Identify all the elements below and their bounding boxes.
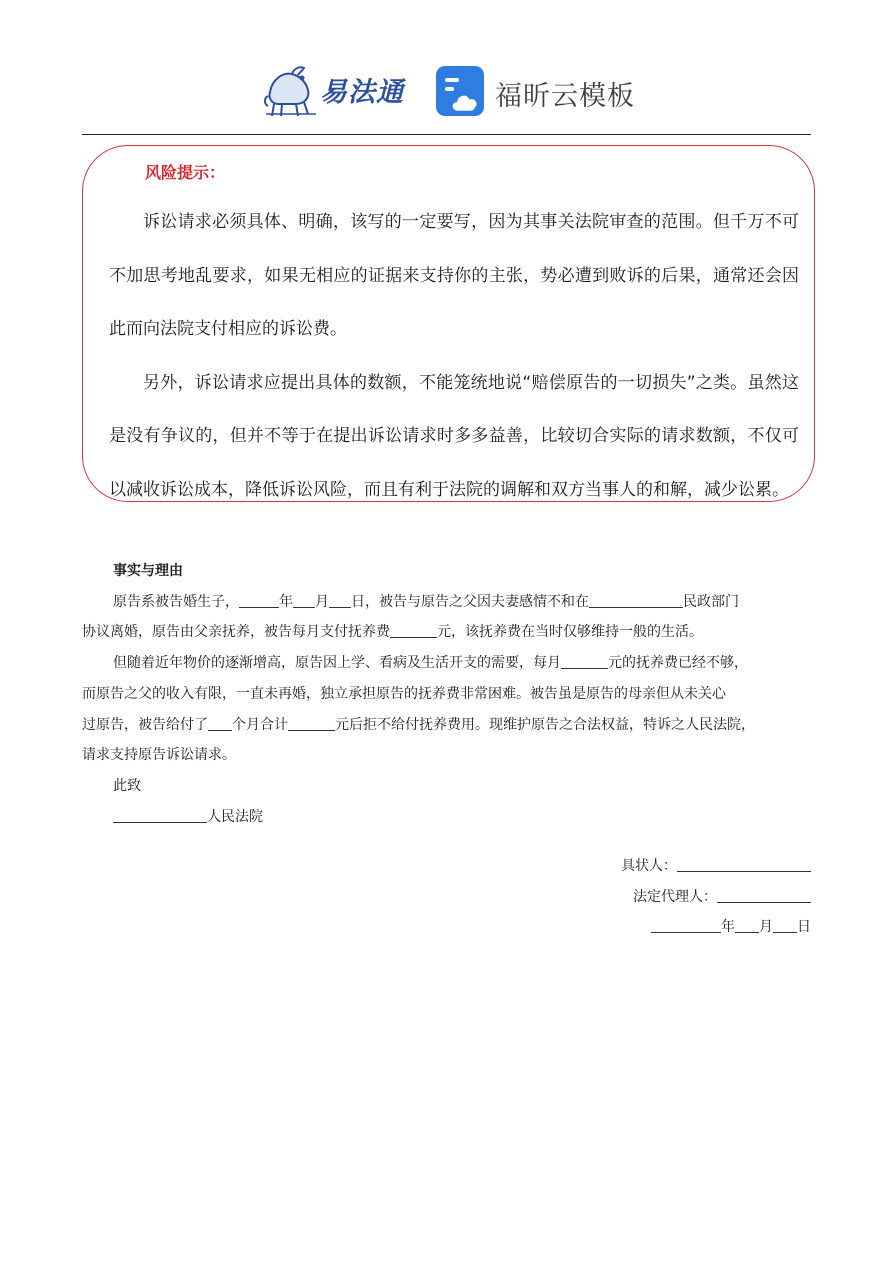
agent-line <box>621 882 811 913</box>
qilin-icon <box>262 62 322 118</box>
foxit-cloud-template-text: 福昕云模板 <box>495 81 635 112</box>
legal-agent-blank[interactable] <box>717 886 811 903</box>
page-header <box>0 0 893 136</box>
text-run: 年 <box>721 919 735 936</box>
closing-salutation: 此致 <box>113 777 141 794</box>
text-run: 元后拒不给付抚养费用。现维护原告之合法权益，特诉之人民法院， <box>335 716 755 733</box>
text-run: 协议离婚，原告由父亲抚养，被告每月支付抚养费 <box>82 624 390 641</box>
facts-and-reasons-heading: 事实与理由 <box>113 563 183 579</box>
signature-block <box>621 851 811 943</box>
body-paragraph-1-cont <box>82 617 822 648</box>
date-line <box>621 912 811 943</box>
text-run: 原告系被告婚生子， <box>113 593 239 610</box>
body-paragraph-2-line3 <box>82 710 822 741</box>
date-month-blank[interactable] <box>735 916 759 933</box>
month-blank[interactable] <box>293 591 315 608</box>
plaintiff-label: 具状人： <box>621 858 677 874</box>
legal-agent-label: 法定代理人： <box>633 888 717 905</box>
text-run: 但随着近年物价的逐渐增高，原告因上学、看病及生活开支的需要，每月 <box>113 655 561 672</box>
risk-title: 风险提示： <box>145 163 226 182</box>
text-run: 月 <box>315 593 329 610</box>
text-run: 元的抚养费已经不够， <box>608 655 748 672</box>
body-paragraph-2-line4: 请求支持原告诉讼请求。 <box>82 747 236 764</box>
body-paragraph-1 <box>82 587 822 618</box>
date-day-blank[interactable] <box>773 916 797 933</box>
court-line <box>82 802 822 833</box>
yifatong-logo <box>262 62 412 118</box>
text-run: 元，该抚养费在当时仅够维持一般的生活。 <box>437 624 703 641</box>
court-name-blank[interactable] <box>113 806 207 823</box>
text-run: 月 <box>759 919 773 936</box>
text-run: 个月合计 <box>232 716 288 733</box>
date-year-blank[interactable] <box>651 916 721 933</box>
body-paragraph-2-line2: 而原告之父的收入有限，一直未再婚，独立承担原告的抚养费非常困难。被告虽是原告的母亲但从未关心 <box>82 685 726 702</box>
text-run: 人民法院 <box>207 808 263 825</box>
day-blank[interactable] <box>329 591 351 608</box>
total-amount-blank[interactable] <box>288 714 335 731</box>
risk-paragraph-2: 另外，诉讼请求应提出具体的数额，不能笼统地说“赔偿原告的一切损失”之类。虽然这是没有争议的，但并不等于在提出诉讼请求时多多益善，比较切合实际的请求数额，不仅可以减收诉讼成本，降低诉讼风险，而且有利于法院的调解和双方当事人的和解，减少讼累。 <box>109 372 799 500</box>
civil-affairs-blank[interactable] <box>589 591 683 608</box>
text-run: 民政部门 <box>683 593 739 610</box>
risk-warning-box <box>82 145 815 502</box>
text-run: 年 <box>279 593 293 610</box>
text-run: 过原告，被告给付了 <box>82 716 208 733</box>
foxit-cloud-template-logo <box>436 66 636 118</box>
text-run: 日 <box>797 919 811 936</box>
support-amount-blank[interactable] <box>390 621 437 638</box>
risk-paragraph-1: 诉讼请求必须具体、明确，该写的一定要写，因为其事关法院审查的范围。但千万不可不加思考地乱要求，如果无相应的证据来支持你的主张，势必遭到败诉的后果，通常还会因此而向法院支付相应的诉讼费。 <box>109 212 799 339</box>
months-blank[interactable] <box>208 714 232 731</box>
year-blank[interactable] <box>239 591 279 608</box>
cloud-document-icon <box>436 66 488 118</box>
text-run: 日，被告与原告之父因夫妻感情不和在 <box>351 593 589 610</box>
yifatong-brand-text: 易法通 <box>320 77 404 108</box>
complaint-body <box>82 556 822 832</box>
body-paragraph-2 <box>82 648 822 679</box>
plaintiff-line <box>621 851 811 882</box>
monthly-amount-blank[interactable] <box>561 652 608 669</box>
plaintiff-blank[interactable] <box>677 855 811 872</box>
risk-text <box>109 196 799 517</box>
header-divider <box>82 134 811 135</box>
